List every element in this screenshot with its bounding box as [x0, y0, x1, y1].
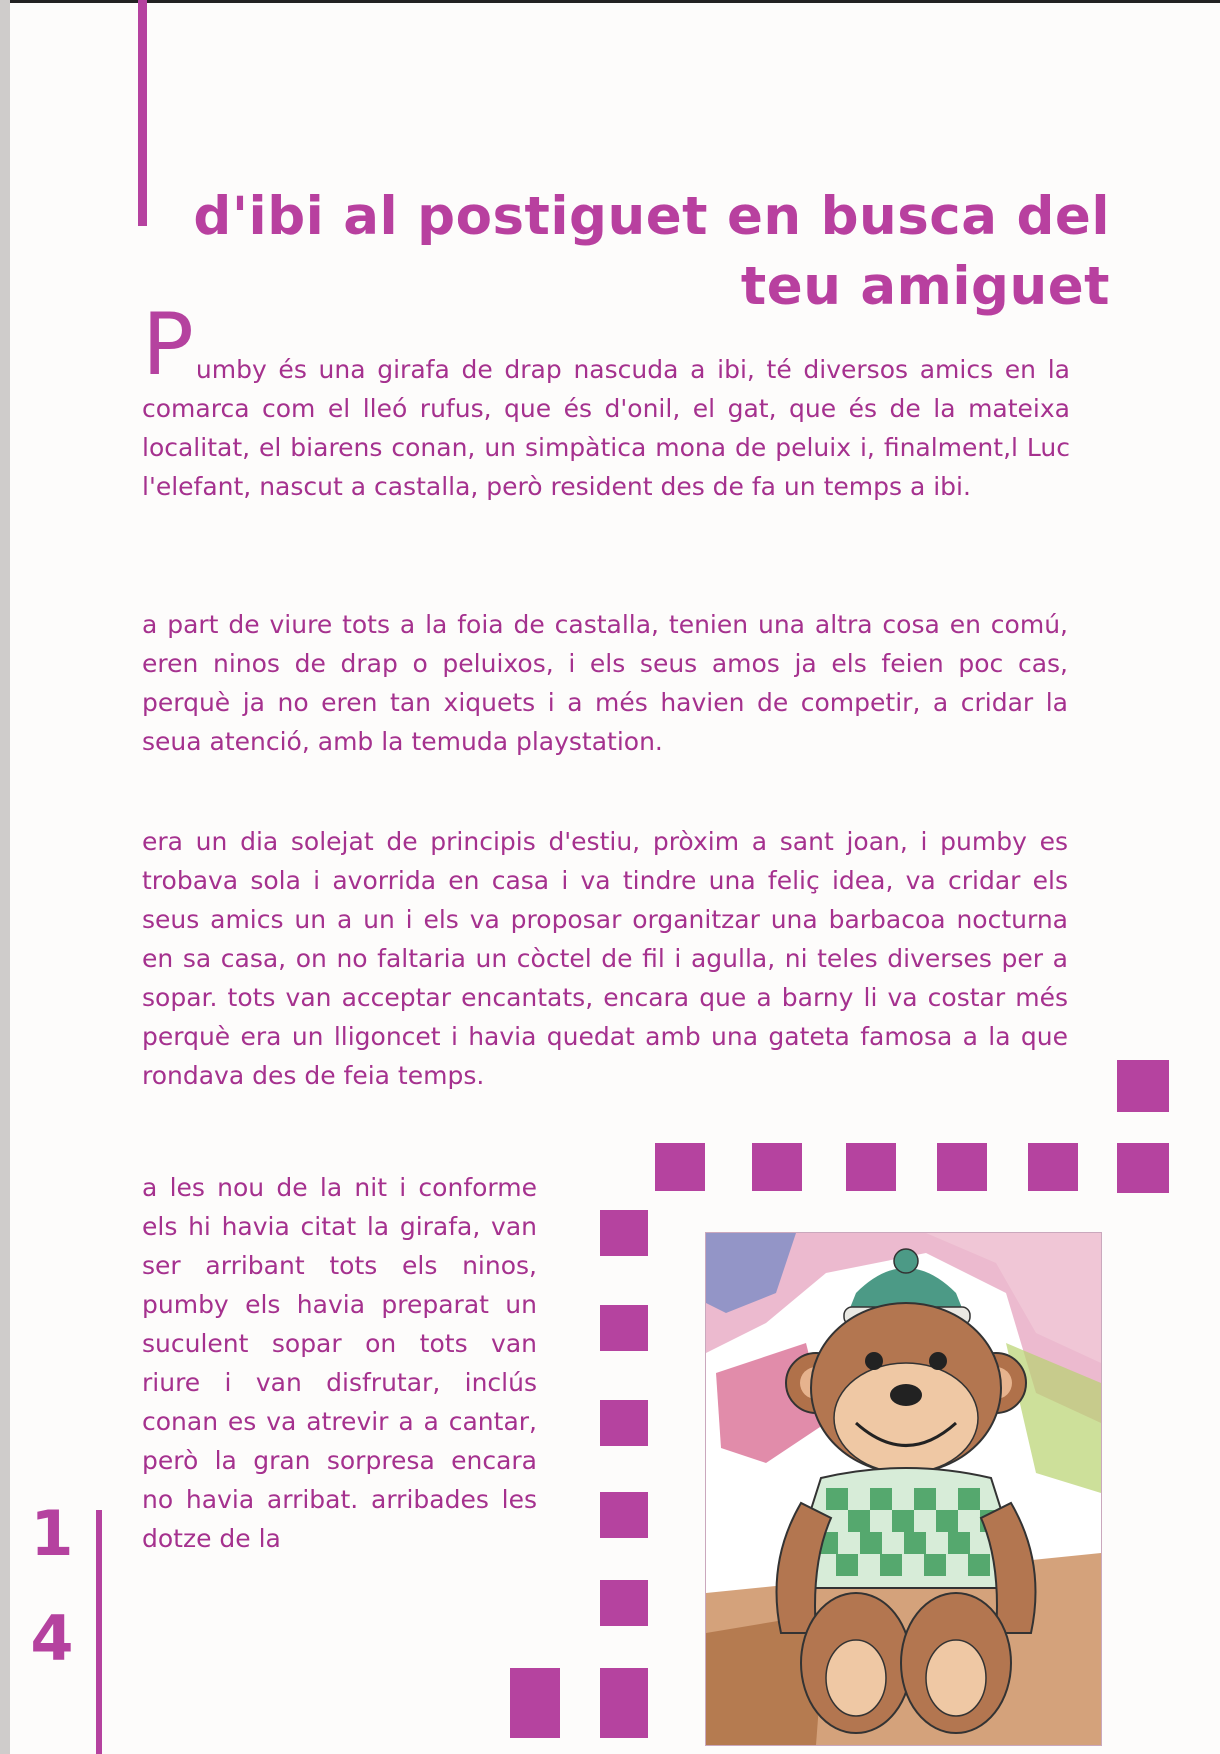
title-line-1: d'ibi al postiguet en busca del: [193, 186, 1110, 247]
decorative-square: [600, 1210, 648, 1256]
scan-edge-left: [0, 0, 10, 1754]
page-title: [150, 182, 1110, 322]
decorative-vertical-bar-top: [138, 0, 147, 226]
paragraph-2: a part de viure tots a la foia de castalla, tenien una altra cosa en comú, eren ninos de drap o peluixos, i els seus amos ja els feien poc cas, perquè ja no eren tan xiquets i a més havien de competir, a cridar la seua atenció, amb la temuda playstation.: [142, 610, 1068, 756]
illustration-drawing: [706, 1233, 1101, 1745]
title-line-2: teu amiguet: [740, 256, 1110, 317]
decorative-square: [1117, 1143, 1169, 1193]
decorative-square: [600, 1668, 648, 1738]
decorative-square: [1117, 1060, 1169, 1112]
decorative-square: [846, 1143, 896, 1191]
scan-edge-top: [0, 0, 1220, 3]
drop-cap: P: [142, 295, 194, 395]
paragraph-3: era un dia solejat de principis d'estiu, pròxim a sant joan, i pumby es trobava sola i avorrida en casa i va tindre una feliç idea, va cridar els seus amics un a un i els va proposar organitzar una barbacoa nocturna en sa casa, on no faltaria un còctel de fil i agulla, ni teles diverses per a sopar. tots van acceptar encantats, encara que a barny li va costar més perquè era un lligoncet i havia quedat amb una gateta famosa a la que rondava des de feia temps.: [142, 827, 1068, 1090]
decorative-vertical-bar-bottom: [96, 1510, 102, 1754]
page-number-digit-2: 4: [30, 1602, 74, 1675]
decorative-square: [600, 1305, 648, 1351]
decorative-square: [655, 1143, 705, 1191]
decorative-square: [752, 1143, 802, 1191]
paragraph-4: a les nou de la nit i conforme els hi havia citat la girafa, van ser arribant tots els ninos, pumby els havia preparat un suculent sopar on tots van riure i van disfrutar, inclús conan es va atrevir a a cantar, però la gran sorpresa encara no havia arribat. arribades les dotze de la: [142, 1173, 537, 1553]
paragraph-1: [142, 295, 1070, 506]
paragraph-1-text: umby és una girafa de drap nascuda a ibi, té diversos amics en la comarca com el lleó rufus, que és d'onil, el gat, que és de la mateixa localitat, el biarens conan, un simpàtica mona de peluix i, finalment,l Luc l'elefant, nascut a castalla, però resident des de fa un temps a ibi.: [142, 355, 1070, 501]
decorative-square: [1028, 1143, 1078, 1191]
decorative-square: [600, 1580, 648, 1626]
decorative-square: [600, 1492, 648, 1538]
decorative-square: [937, 1143, 987, 1191]
decorative-square: [510, 1668, 560, 1738]
page-number-digit-1: 1: [30, 1497, 74, 1570]
decorative-square: [600, 1400, 648, 1446]
monkey-plush-illustration: [705, 1232, 1102, 1746]
